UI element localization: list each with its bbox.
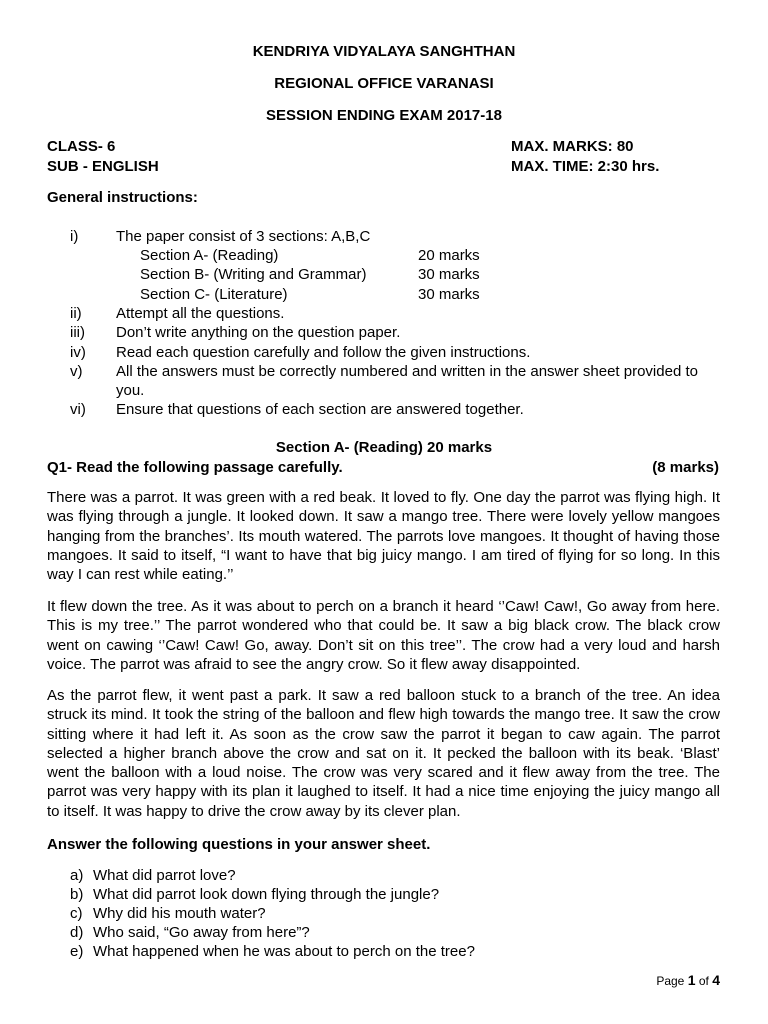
question-item: [70, 904, 266, 923]
question-text: What did parrot love?: [93, 867, 236, 884]
instruction-number: iii): [70, 324, 85, 341]
instruction-number: vi): [70, 401, 86, 418]
instruction-number: v): [70, 363, 83, 380]
question-item: [70, 942, 475, 961]
question-label: a): [70, 867, 84, 884]
page-number: [656, 972, 720, 988]
max-time-label: MAX. TIME: 2:30 hrs.: [511, 158, 660, 175]
section-table-marks: 30 marks: [418, 286, 480, 303]
section-table-marks: 20 marks: [418, 247, 480, 264]
question-item: [70, 923, 310, 942]
general-instructions-heading: General instructions:: [47, 189, 198, 206]
question-text: Why did his mouth water?: [93, 905, 266, 922]
passage-paragraph: There was a parrot. It was green with a red beak. It loved to fly. One day the parrot was flying high. It was flying through a jungle. It looked down. It saw a mango tree. There were lovely yellow mangoes hanging from the branches’. Its mouth watered. The parrots love mangoes. It thought of having those mangoes. It said to itself, “I want to have that big juicy mango. I am tired of flying for so long. In this way I can rest while eating.’’: [47, 489, 720, 584]
question-item: [70, 885, 439, 904]
page-word: Page: [656, 974, 685, 988]
of-word: of: [698, 974, 709, 988]
question-text: Who said, “Go away from here”?: [93, 924, 310, 941]
section-table-name: Section A- (Reading): [140, 247, 279, 264]
class-label: CLASS- 6: [47, 138, 116, 155]
question-label: d): [70, 924, 84, 941]
instruction-text: Ensure that questions of each section are answered together.: [116, 401, 524, 418]
answer-heading: Answer the following questions in your answer sheet.: [47, 836, 431, 853]
question-label: c): [70, 905, 83, 922]
max-marks-label: MAX. MARKS: 80: [511, 138, 634, 155]
q1-marks: (8 marks): [652, 459, 719, 476]
passage-paragraph: It flew down the tree. As it was about to perch on a branch it heard ‘’Caw! Caw!, Go away from here. This is my tree.’’ The parrot wondered who that could be. It saw a big black crow. The black crow went on cawing ‘’Caw! Caw! Go, away. Don’t sit on this tree’’. The crow had a very loud and harsh voice. The parrot was afraid to see the angry crow. So it flew away disappointed.: [47, 598, 720, 673]
question-label: e): [70, 943, 84, 960]
q1-heading: Q1- Read the following passage carefully.: [47, 459, 343, 476]
section-table-marks: 30 marks: [418, 266, 480, 283]
subject-label: SUB - ENGLISH: [47, 158, 159, 175]
instruction-text: Attempt all the questions.: [116, 305, 285, 322]
question-text: What did parrot look down flying through the jungle?: [93, 886, 440, 903]
question-text: What happened when he was about to perch on the tree?: [93, 943, 475, 960]
exam-title: SESSION ENDING EXAM 2017-18: [266, 107, 502, 124]
instruction-number: ii): [70, 305, 82, 322]
section-a-heading: Section A- (Reading) 20 marks: [275, 439, 493, 456]
question-item: [70, 866, 236, 885]
instruction-text: All the answers must be correctly numbered and written in the answer sheet provided to you.: [116, 363, 698, 399]
office-title: REGIONAL OFFICE VARANASI: [274, 75, 494, 92]
section-table-name: Section B- (Writing and Grammar): [140, 266, 367, 283]
page-total: 4: [712, 972, 720, 988]
section-table-name: Section C- (Literature): [140, 286, 288, 303]
page-current: 1: [687, 972, 696, 988]
question-label: b): [70, 886, 84, 903]
instruction-text: Read each question carefully and follow the given instructions.: [116, 344, 531, 361]
instruction-number: i): [70, 228, 79, 245]
passage-paragraph: As the parrot flew, it went past a park. It saw a red balloon stuck to a branch of the tree. An idea struck its mind. It took the string of the balloon and flew high towards the mango tree. It saw the crow sitting where it had left it. As soon as the crow saw the parrot it began to caw again. The parrot selected a higher branch above the crow and sat on it. It pecked the balloon with its beak. ‘Blast’ went the balloon with a loud noise. The crow was very scared and it flew away from the tree. The parrot was very happy with its plan it laughed to itself. It had a nice time enjoying the juicy mango all to itself. It was happy to drive the crow away by its clever plan.: [47, 687, 720, 820]
instruction-text: The paper consist of 3 sections: A,B,C: [116, 228, 371, 245]
instruction-number: iv): [70, 344, 86, 361]
org-title: KENDRIYA VIDYALAYA SANGHTHAN: [252, 43, 516, 60]
instruction-text: Don’t write anything on the question paper.: [116, 324, 401, 341]
